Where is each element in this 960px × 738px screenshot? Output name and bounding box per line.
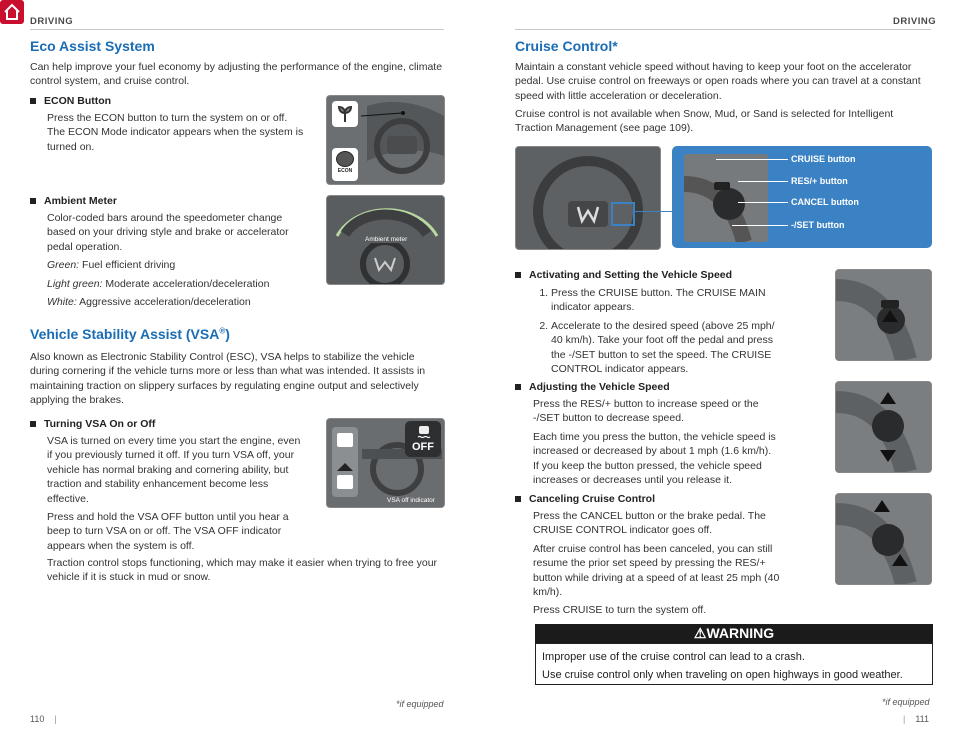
callout-cancel-button: CANCEL button (791, 197, 859, 207)
cruise-intro-1: Maintain a constant vehicle speed without having to keep your foot on the accelerator pedal. Use cruise control on freeways or open roads where you can travel at a constant speed with little acceleration or deceleration. (515, 61, 921, 102)
eco-intro: Can help improve your fuel economy by adjusting the performance of the engine, climate control system, and cruise control. (30, 61, 443, 88)
warning-box: Improper use of the cruise control can lead to a crash. Use cruise control only when traveling on open highways in good weather. (535, 643, 933, 685)
callout-set-button: -/SET button (791, 220, 845, 230)
bullet-icon (30, 98, 36, 104)
footnote-right: *if equipped (882, 697, 930, 707)
bullet-icon (515, 384, 521, 390)
vsa-heading: Turning VSA On or Off (30, 418, 155, 430)
ambient-meter-image (326, 195, 445, 285)
bullet-icon (30, 198, 36, 204)
page-number-right: | 111 (903, 714, 930, 724)
econ-heading: ECON Button (30, 95, 111, 107)
canceling-text: Press the CANCEL button or the brake pedal. The CRUISE CONTROL indicator goes off. After cruise control has been canceled, you can still resume the prior set speed by pressing the RES/+ button while driving at a speed of at least 25 mph (40 km/h). Press CRUISE to turn the system off. (533, 510, 780, 617)
section-header-right: DRIVING (893, 16, 937, 27)
leaf-icon (337, 105, 353, 123)
activating-steps (533, 286, 778, 380)
callout-res-button: RES/+ button (791, 176, 848, 186)
econ-button-icon: ECON (336, 151, 354, 177)
bullet-icon (515, 496, 521, 502)
vsa-title: Vehicle Stability Assist (VSA®) (30, 326, 230, 342)
warning-triangle-icon: ⚠ (693, 625, 707, 641)
bullet-icon (30, 421, 36, 427)
vsa-off-image (326, 418, 445, 508)
callout-connector (633, 211, 673, 212)
canceling-heading: Canceling Cruise Control (515, 493, 655, 505)
header-rule-left (30, 29, 444, 30)
vsa-caption: VSA off indicator (387, 497, 435, 504)
callout-line (716, 159, 788, 160)
adjusting-heading: Adjusting the Vehicle Speed (515, 381, 670, 393)
page-number-left: 110 | (30, 714, 57, 724)
activating-step: 1. Press the CRUISE button. The CRUISE MAIN indicator appears. (551, 286, 778, 315)
cancel-button-image (835, 493, 932, 585)
header-rule-right (515, 29, 931, 30)
cruise-intro-2: Cruise control is not available when Snow, Mud, or Sand is selected for Intelligent Traction Management (see page 109). (515, 108, 894, 135)
bullet-icon (515, 272, 521, 278)
cruise-buttons-closeup (684, 154, 768, 242)
vsa-traction-text: Traction control stops functioning, which may make it easier when trying to free your vehicle if it is stuck in mud or snow. (47, 557, 438, 584)
warning-header: ⚠WARNING (535, 624, 933, 643)
footnote-left: *if equipped (396, 699, 444, 709)
econ-button-image (326, 95, 445, 185)
callout-line (738, 202, 788, 203)
res-set-button-image (835, 381, 932, 473)
ambient-meter-caption: Ambient meter (365, 236, 408, 243)
vsa-text: VSA is turned on every time you start the engine, even if you previously turned it off. If you turn VSA off, your vehicle has normal braking and cornering ability, but traction and stability enhancement become less effective. Press and hold the VSA OFF button until you hear a beep to turn VSA on or off. The VSA OFF indicator appears when the system is off. (47, 435, 301, 552)
cruise-buttons-callout (672, 146, 932, 248)
vsa-off-label: OFF (412, 441, 434, 453)
adjusting-text: Press the RES/+ button to increase speed or the -/SET button to decrease speed. Each time you press the button, the vehicle speed is increased or decreased by about 1 mph (1.6 km/h). If you keep the button pressed, the vehicle speed increases or decreases until you release it. (533, 398, 776, 487)
steering-wheel-illustration (516, 147, 660, 249)
ambient-meter-text: Color-coded bars around the speedometer change based on your driving style and brake or accelerator pedal operation. Green: Fuel efficient driving Light green: Moderate acceleration/deceleration White: Aggressive acceleration/deceleration (47, 212, 289, 309)
vsa-intro: Also known as Electronic Stability Control (ESC), VSA helps to stabilize the vehicle during cornering if the vehicle turns more or less than what was intended. It assists in maintaining traction on slippery surfaces by regulating engine output and selectively applying the brakes. (30, 351, 426, 407)
eco-assist-title: Eco Assist System (30, 38, 155, 54)
activating-step: 2. Accelerate to the desired speed (above 25 mph/ 40 km/h). Take your foot off the pedal and press the -/SET button to set the speed. The CRUISE CONTROL indicator appears. (551, 319, 778, 377)
vsa-car-skid-icon (415, 425, 433, 439)
ambient-meter-heading: Ambient Meter (30, 195, 117, 207)
cruise-control-title: Cruise Control* (515, 38, 618, 54)
econ-text: Press the ECON button to turn the system on or off. The ECON Mode indicator appears when the system is turned on. (47, 112, 304, 153)
callout-cruise-button: CRUISE button (791, 154, 856, 164)
callout-line (732, 225, 788, 226)
steering-wheel-image (515, 146, 661, 250)
activating-heading: Activating and Setting the Vehicle Speed (515, 269, 732, 281)
home-icon[interactable] (0, 0, 24, 24)
cruise-button-image (835, 269, 932, 361)
callout-line (738, 181, 788, 182)
section-header-left: DRIVING (30, 16, 74, 27)
